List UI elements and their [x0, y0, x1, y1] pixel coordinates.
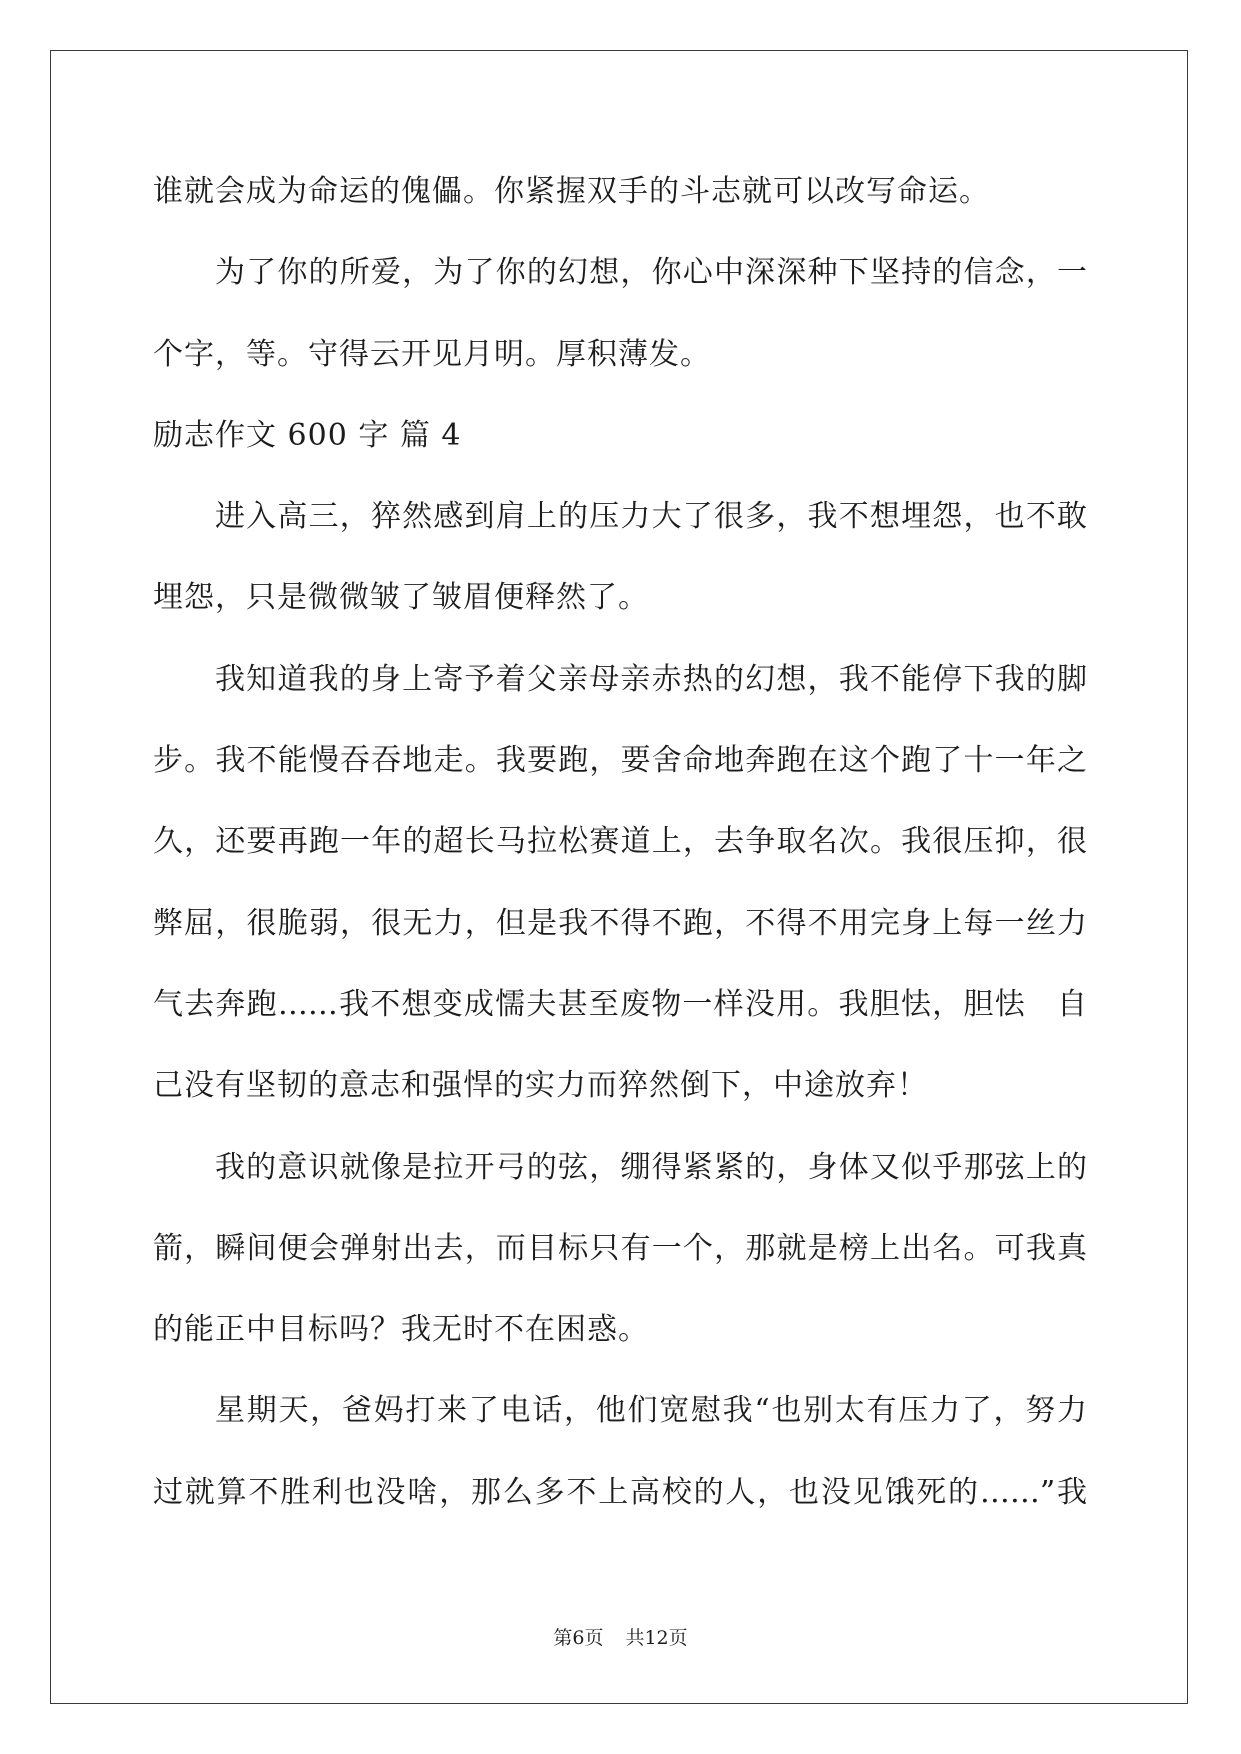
- text-line: 个字，等。守得云开见月明。厚积薄发。: [153, 336, 711, 372]
- text-line: 星期天，爸妈打来了电话，他们宽慰我“也别太有压力了，努力: [215, 1393, 1087, 1429]
- text-line: 弊屈，很脆弱，很无力，但是我不得不跑，不得不用完身上每一丝力: [153, 905, 1087, 941]
- text-line: 谁就会成为命运的傀儡。你紧握双手的斗志就可以改写命运。: [153, 174, 990, 209]
- text-line: 步。我不能慢吞吞地走。我要跑，要舍命地奔跑在这个跑了十一年之: [153, 743, 1087, 779]
- text-line: 埋怨，只是微微皱了皱眉便释然了。: [153, 580, 649, 616]
- text-line: 进入高三，猝然感到肩上的压力大了很多，我不想埋怨，也不敢: [215, 499, 1087, 535]
- text-line: 箭，瞬间便会弹射出去，而目标只有一个，那就是榜上出名。可我真: [153, 1230, 1087, 1266]
- text-line: 己没有坚韧的意志和强悍的实力而猝然倒下，中途放弃！: [153, 1068, 928, 1104]
- section-heading: 励志作文 600 字 篇 4: [153, 417, 462, 453]
- text-line: 久，还要再跑一年的超长马拉松赛道上，去争取名次。我很压抑，很: [153, 824, 1087, 860]
- text-line: 我知道我的身上寄予着父亲母亲赤热的幻想，我不能停下我的脚: [215, 661, 1087, 697]
- text-line: 我的意识就像是拉开弓的弦，绷得紧紧的，身体又似乎那弦上的: [215, 1149, 1087, 1185]
- page-number: 第6页: [553, 1627, 604, 1649]
- text-line: 为了你的所爱，为了你的幻想，你心中深深种下坚持的信念，一: [215, 255, 1087, 291]
- text-line: 过就算不胜利也没啥，那么多不上高校的人，也没见饿死的……”我: [153, 1474, 1087, 1510]
- text-line: 的能正中目标吗？我无时不在困惑。: [153, 1312, 649, 1348]
- text-line: 气去奔跑……我不想变成懦夫甚至废物一样没用。我胆怯，胆怯 自: [153, 986, 1087, 1022]
- page-total: 共12页: [625, 1627, 688, 1649]
- body-text: [153, 151, 1087, 1533]
- page-footer: [0, 1624, 1241, 1652]
